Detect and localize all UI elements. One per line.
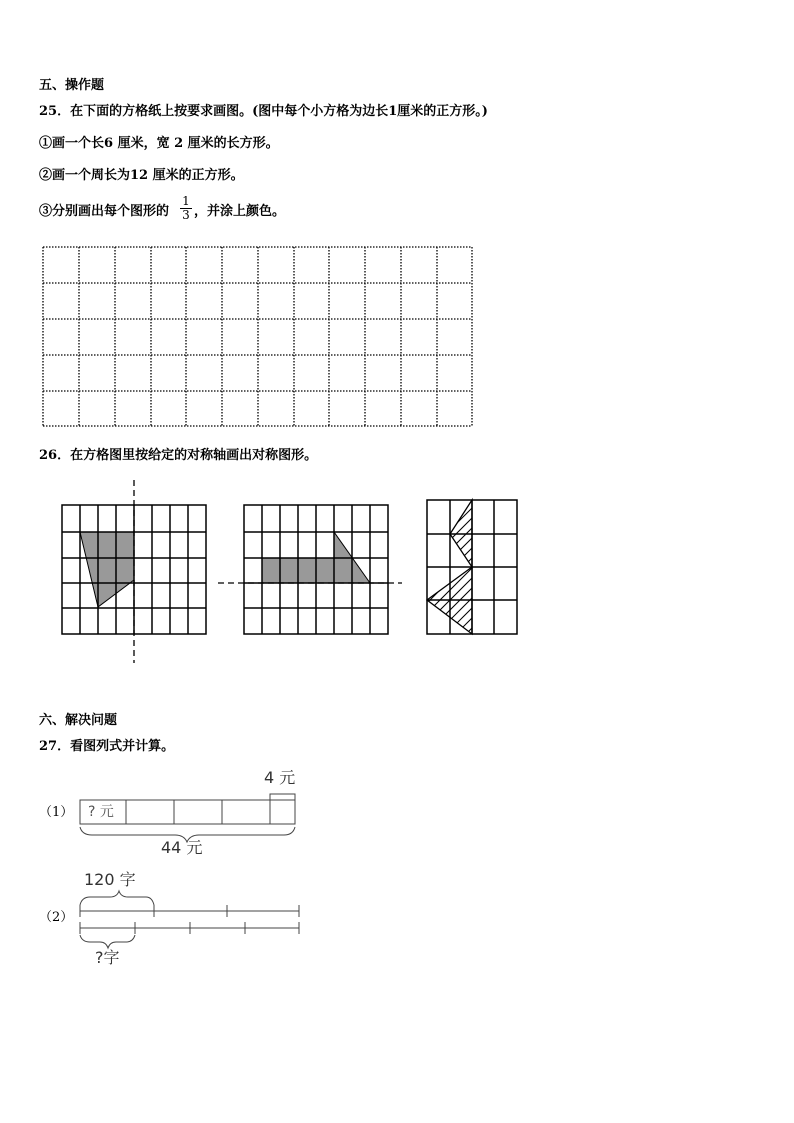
q26-grid-2 [218,505,402,634]
fraction-denominator: 3 [182,208,190,222]
q25-dotted-grid [43,247,472,426]
fraction-numerator: 1 [180,195,192,209]
question-25-stem: 25．在下面的方格纸上按要求画图。(图中每个小方格为边长1厘米的正方形。) [39,104,488,119]
q27-part-2-label: （2） [39,910,74,925]
q27-part-1-label: （1） [39,805,74,820]
q26-shape-3-upper [440,490,480,600]
question-25-item-3-prefix: ③分别画出每个图形的 [39,204,170,219]
question-25-item-2: ②画一个周长为12 厘米的正方形。 [39,168,244,183]
q27-part-2-top-value: 120 字 [84,870,136,889]
section-6-heading: 六、解决问题 [39,713,118,728]
question-27-stem: 27．看图列式并计算。 [39,739,175,754]
section-5-heading: 五、操作题 [39,78,105,93]
question-25-item-3-suffix: ，并涂上颜色。 [194,204,286,219]
q27-part-2-unknown: ?字 [95,948,120,967]
q27-part-1-total: 44 元 [161,838,203,857]
question-26-stem: 26．在方格图里按给定的对称轴画出对称图形。 [39,448,318,463]
q26-grid-3 [420,490,517,680]
q26-shape-1 [80,532,134,607]
question-25-item-1: ①画一个长6 厘米，宽 2 厘米的长方形。 [39,136,279,151]
q27-part-1-unknown: ? 元 [88,804,114,820]
q27-part-1-top-value: 4 元 [264,768,296,787]
q26-grid-1 [62,480,206,663]
q27-diagram-2 [80,891,299,948]
